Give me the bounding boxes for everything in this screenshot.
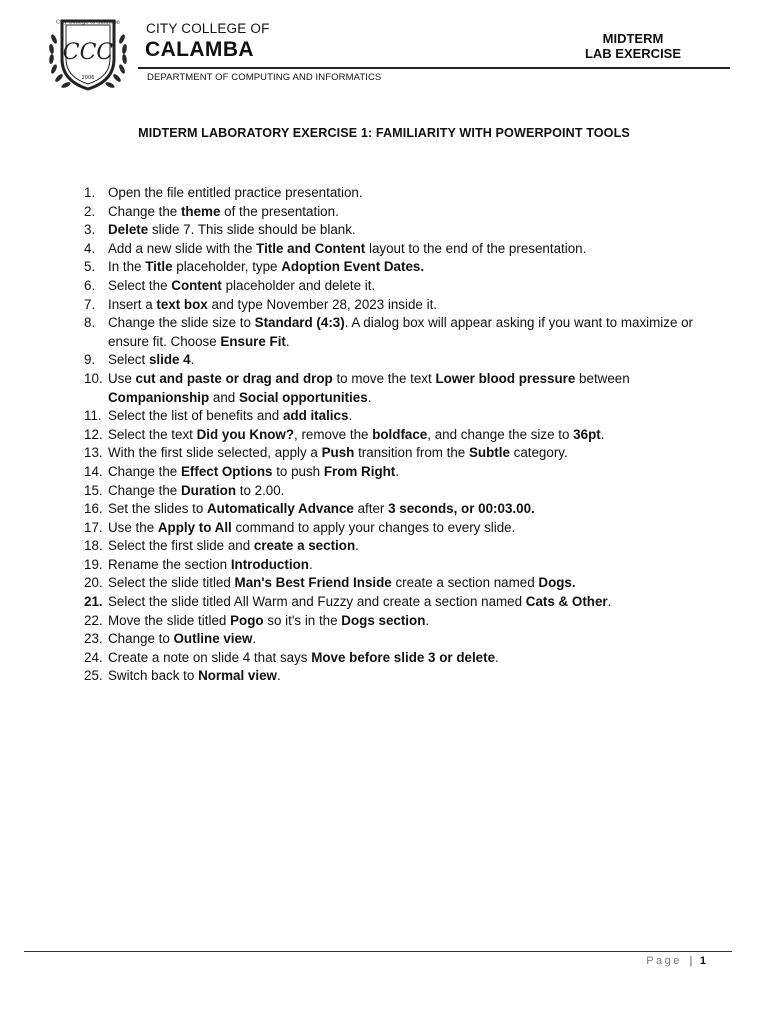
list-item-text: With the first slide selected, apply a: [108, 445, 322, 461]
list-item-number: 23.: [84, 631, 103, 647]
list-item-text: . A dialog box will appear asking if you want to maximize or ensure fit. Choose: [108, 315, 694, 349]
list-item-text: Add a new slide with the: [108, 240, 257, 256]
list-item-text: .: [285, 333, 290, 349]
list-item-text: , remove the: [294, 426, 373, 442]
list-item-text: .: [276, 668, 281, 684]
list-item-text: .: [252, 631, 257, 647]
list-item-text: between: [575, 370, 630, 386]
list-item-text: Select the: [108, 277, 172, 293]
list-item-text: to move the text: [332, 370, 436, 386]
list-item-text: Select the first slide and: [108, 538, 254, 554]
document-type-line1: MIDTERM: [602, 31, 664, 46]
list-item-number: 3.: [84, 222, 96, 238]
list-item-bold-text: Push: [321, 445, 355, 461]
list-item-number: 7.: [84, 296, 96, 312]
list-item: [84, 556, 704, 575]
list-item-bold-text: create a section: [253, 538, 356, 554]
list-item: [84, 593, 704, 612]
list-item: [84, 203, 704, 222]
list-item: [84, 630, 704, 649]
list-item-bold-text: theme: [180, 203, 221, 219]
list-item-text: so it's in the: [263, 612, 342, 628]
list-item-bold-text: From Right: [323, 463, 396, 479]
list-item: [84, 370, 704, 407]
list-item-number: 1.: [84, 185, 96, 200]
list-item-text: .: [190, 352, 195, 368]
list-item-text: .: [600, 426, 605, 442]
list-item-text: Use: [108, 370, 136, 386]
college-seal-logo: [46, 15, 130, 93]
list-item-bold-text: cut and paste or drag and drop: [135, 370, 333, 386]
list-item-bold-text: Title: [145, 259, 173, 275]
seal-year: 2006: [81, 75, 95, 81]
list-item-number: 14.: [84, 463, 103, 479]
list-item-bold-text: add italics: [282, 408, 349, 424]
list-item-text: placeholder, type: [172, 259, 282, 275]
list-item-text: to push: [272, 463, 324, 479]
list-item-text: create a section named: [391, 575, 539, 591]
list-item: [84, 277, 704, 296]
list-item-bold-text: 36pt: [573, 426, 601, 442]
list-item-bold-text: text box: [156, 296, 208, 312]
list-item-bold-text: slide 4: [148, 352, 191, 368]
footer-divider: [24, 951, 732, 952]
list-item-text: Change the: [108, 482, 181, 498]
list-item-text: after: [353, 501, 389, 517]
list-item-bold-text: Did you Know?: [196, 426, 295, 442]
list-item: [84, 463, 704, 482]
list-item: [84, 240, 704, 259]
list-item-bold-text: Apply to All: [157, 519, 232, 535]
list-item-bold-text: Effect Options: [180, 463, 273, 479]
list-item-number: 18.: [84, 538, 103, 554]
list-item-text: to 2.00.: [236, 482, 285, 498]
college-name-small: CITY COLLEGE OF: [146, 21, 270, 36]
list-item-text: and type November 28, 2023 inside it.: [207, 296, 438, 312]
list-item-bold-text: Subtle: [468, 445, 510, 461]
seal-arc-text: City College of Calamba: [56, 19, 120, 26]
list-item-number: 21.: [84, 594, 103, 610]
list-item: [84, 221, 704, 240]
list-item-bold-text: Standard (4:3): [254, 315, 345, 331]
list-item-text: slide 7. This slide should be blank.: [148, 222, 356, 238]
list-item-text: Create a note on slide 4 that says: [108, 649, 312, 665]
list-item: [84, 184, 704, 203]
list-item-number: 8.: [84, 315, 96, 331]
list-item-text: .: [607, 594, 612, 610]
list-item-text: .: [367, 389, 372, 405]
page-footer: [646, 955, 706, 967]
list-item-bold-text: Man's Best Friend Inside: [234, 575, 392, 591]
list-item-bold-text: Normal view: [198, 668, 277, 684]
list-item-text: placeholder and delete it.: [221, 277, 376, 293]
list-item-text: In the: [108, 259, 146, 275]
list-item-number: 12.: [84, 426, 103, 442]
page-title: MIDTERM LABORATORY EXERCISE 1: FAMILIARITY WITH POWERPOINT TOOLS: [138, 126, 630, 140]
list-item-bold-text: Dogs.: [538, 575, 576, 591]
list-item-number: 2.: [84, 203, 96, 219]
list-item: [84, 314, 704, 351]
list-item-text: Select the text: [108, 426, 197, 442]
list-item-text: , and change the size to: [427, 426, 574, 442]
list-item-bold-text: Move before slide 3 or delete: [311, 649, 496, 665]
list-item-text: .: [355, 538, 359, 554]
list-item-text: Rename the section: [108, 556, 231, 572]
list-item-text: Open the file entitled practice presentation.: [108, 185, 363, 200]
page-number: 1: [699, 955, 706, 967]
list-item-number: 20.: [84, 575, 103, 591]
list-item-number: 13.: [84, 445, 103, 461]
instruction-list: [84, 184, 704, 686]
list-item-text: layout to the end of the presentation.: [365, 240, 587, 256]
list-item-number: 15.: [84, 482, 103, 498]
list-item-text: Insert a: [108, 296, 157, 312]
list-item-text: .: [425, 612, 430, 628]
list-item-bold-text: Cats & Other: [525, 594, 608, 610]
list-item-number: 4.: [84, 240, 96, 256]
list-item-text: Select the list of benefits and: [108, 408, 283, 424]
list-item-bold-text: Outline view: [173, 631, 253, 647]
list-item-bold-text: Dogs section: [341, 612, 426, 628]
page-label: Page: [646, 955, 682, 967]
list-item: [84, 482, 704, 501]
list-item-text: Change the: [108, 463, 181, 479]
list-item-text: .: [308, 556, 313, 572]
list-item: [84, 574, 704, 593]
list-item-text: Change the: [108, 203, 181, 219]
list-item-text: of the presentation.: [220, 203, 339, 219]
list-item: [84, 500, 704, 519]
seal-monogram: CCC: [62, 40, 114, 65]
list-item-bold-text: Adoption Event Dates.: [281, 259, 425, 275]
list-item-text: Change to: [108, 631, 174, 647]
list-item-text: command to apply your changes to every slide.: [231, 519, 516, 535]
list-item-text: category.: [509, 445, 568, 461]
list-item-number: 5.: [84, 259, 96, 275]
list-item-bold-text: Lower blood pressure: [435, 370, 576, 386]
list-item-number: 24.: [84, 649, 103, 665]
list-item-text: Use the: [108, 519, 158, 535]
list-item-number: 19.: [84, 556, 103, 572]
list-item-bold-text: Delete: [108, 222, 149, 238]
list-item: [84, 537, 704, 556]
list-item-bold-text: boldface: [372, 426, 428, 442]
list-item-bold-text: Companionship: [108, 389, 210, 405]
list-item: [84, 351, 704, 370]
college-name-big: CALAMBA: [145, 38, 254, 61]
list-item: [84, 667, 704, 686]
list-item-text: .: [348, 408, 353, 424]
list-item-bold-text: Content: [171, 277, 222, 293]
list-item: [84, 426, 704, 445]
list-item-bold-text: Social opportunities: [238, 389, 368, 405]
list-item: [84, 519, 704, 538]
list-item-bold-text: 3 seconds, or 00:03.00.: [388, 501, 535, 517]
list-item-number: 10.: [84, 370, 103, 386]
list-item-bold-text: Ensure Fit: [220, 333, 286, 349]
page-separator: |: [689, 955, 693, 967]
list-item-number: 11.: [84, 408, 102, 424]
list-item-text: Select the slide titled: [108, 575, 235, 591]
list-item-text: Move the slide titled: [108, 612, 231, 628]
list-item-bold-text: Automatically Advance: [207, 501, 354, 517]
list-item: [84, 649, 704, 668]
list-item: [84, 296, 704, 315]
list-item-bold-text: Duration: [180, 482, 237, 498]
list-item-number: 17.: [84, 519, 103, 535]
list-item: [84, 258, 704, 277]
list-item-text: Select: [108, 352, 149, 368]
list-item: [84, 612, 704, 631]
list-item-text: and: [209, 389, 239, 405]
list-item-number: 9.: [84, 352, 96, 368]
list-item-number: 16.: [84, 501, 103, 517]
list-item-number: 22.: [84, 612, 103, 628]
list-item-bold-text: Introduction: [230, 556, 309, 572]
list-item-text: Set the slides to: [108, 501, 207, 517]
list-item: [84, 444, 704, 463]
list-item-text: .: [495, 649, 499, 665]
list-item-text: transition from the: [354, 445, 469, 461]
list-item-text: Switch back to: [108, 668, 199, 684]
list-item-text: .: [395, 463, 399, 479]
document-type-label: [553, 31, 713, 61]
list-item-bold-text: Title and Content: [256, 240, 366, 256]
department-name: DEPARTMENT OF COMPUTING AND INFORMATICS: [147, 72, 382, 83]
header-divider: [138, 67, 730, 69]
list-item-text: Select the slide titled All Warm and Fuzzy and create a section named: [108, 594, 526, 610]
list-item: [84, 407, 704, 426]
list-item-bold-text: Pogo: [230, 612, 264, 628]
list-item-text: Change the slide size to: [108, 315, 255, 331]
list-item-number: 25.: [84, 668, 103, 684]
list-item-number: 6.: [84, 277, 96, 293]
document-type-line2: LAB EXERCISE: [584, 46, 682, 61]
